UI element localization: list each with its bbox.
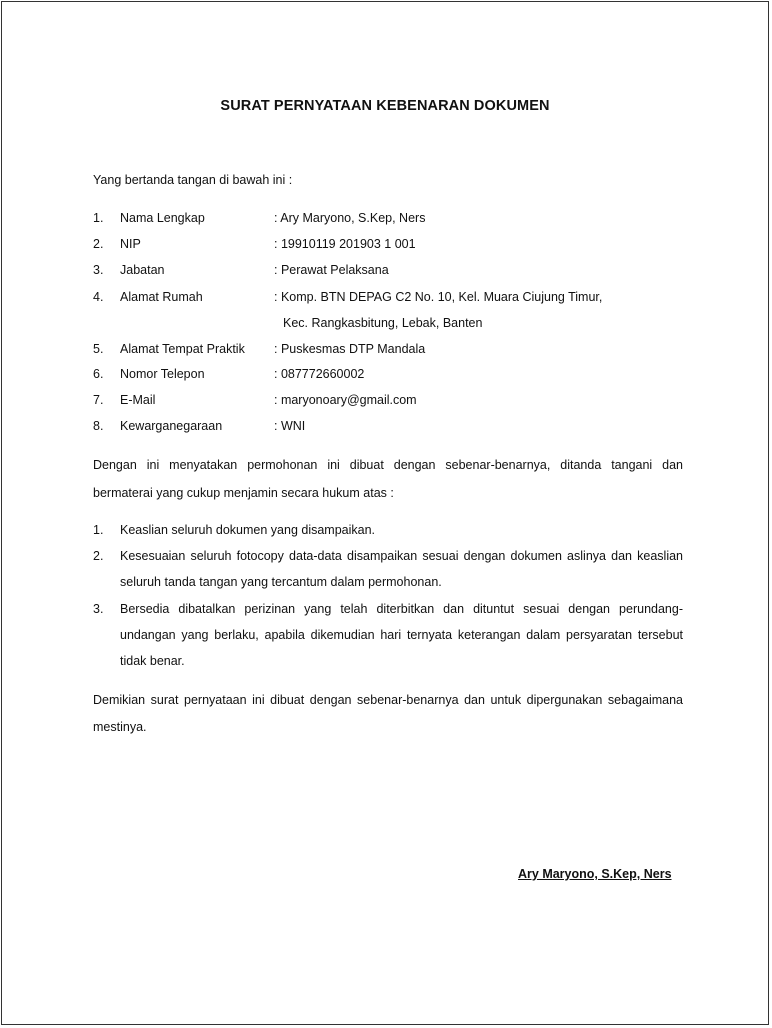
identity-label: E-Mail [120, 393, 156, 407]
identity-value: : 19910119 201903 1 001 [274, 237, 416, 251]
intro-text: Yang bertanda tangan di bawah ini : [93, 173, 293, 187]
closing-line: mestinya. [93, 720, 147, 734]
identity-label: Kewarganegaraan [120, 419, 223, 433]
identity-number: 7. [93, 393, 104, 407]
document-title: SURAT PERNYATAAN KEBENARAN DOKUMEN [220, 98, 550, 114]
statement-line: bermaterai yang cukup menjamin secara hukum atas : [93, 486, 394, 500]
closing-line: Demikian surat pernyataan ini dibuat dengan sebenar-benarnya dan untuk dipergunakan sebagaimana [93, 693, 683, 707]
point-number: 2. [93, 549, 104, 563]
identity-label: Alamat Tempat Praktik [120, 342, 245, 356]
identity-number: 1. [93, 211, 104, 225]
identity-number: 3. [93, 263, 104, 277]
identity-number: 5. [93, 342, 104, 356]
point-line: Bersedia dibatalkan perizinan yang telah diterbitkan dan dituntut sesuai dengan perundang- [120, 602, 683, 616]
point-line: Kesesuaian seluruh fotocopy data-data disampaikan sesuai dengan dokumen aslinya dan keaslian [120, 549, 683, 563]
identity-label: NIP [120, 237, 141, 251]
identity-number: 8. [93, 419, 104, 433]
identity-value: : Puskesmas DTP Mandala [274, 342, 426, 356]
statement-line: Dengan ini menyatakan permohonan ini dibuat dengan sebenar-benarnya, ditanda tangani dan [93, 458, 683, 472]
identity-value: : Perawat Pelaksana [274, 263, 389, 277]
point-number: 3. [93, 602, 104, 616]
identity-number: 6. [93, 367, 104, 381]
identity-number: 2. [93, 237, 104, 251]
point-number: 1. [93, 523, 104, 537]
identity-value: : Komp. BTN DEPAG C2 No. 10, Kel. Muara Ciujung Timur, [274, 290, 603, 304]
identity-value: : 087772660002 [274, 367, 365, 381]
point-line: undangan yang berlaku, apabila dikemudian hari ternyata keterangan dalam persyaratan tersebut [120, 628, 683, 642]
identity-label: Nomor Telepon [120, 367, 205, 381]
point-line: tidak benar. [120, 654, 185, 668]
identity-label: Jabatan [120, 263, 165, 277]
point-line: seluruh tanda tangan yang tercantum dalam permohonan. [120, 575, 442, 589]
document-page [1, 1, 769, 1025]
identity-value: : WNI [274, 419, 306, 433]
identity-label: Nama Lengkap [120, 211, 205, 225]
point-line: Keaslian seluruh dokumen yang disampaikan. [120, 523, 376, 537]
address-continuation: Kec. Rangkasbitung, Lebak, Banten [283, 316, 483, 330]
identity-label: Alamat Rumah [120, 290, 203, 304]
signer-name: Ary Maryono, S.Kep, Ners [518, 867, 672, 881]
identity-value: : Ary Maryono, S.Kep, Ners [274, 211, 426, 225]
identity-number: 4. [93, 290, 104, 304]
identity-value: : maryonoary@gmail.com [274, 393, 417, 407]
